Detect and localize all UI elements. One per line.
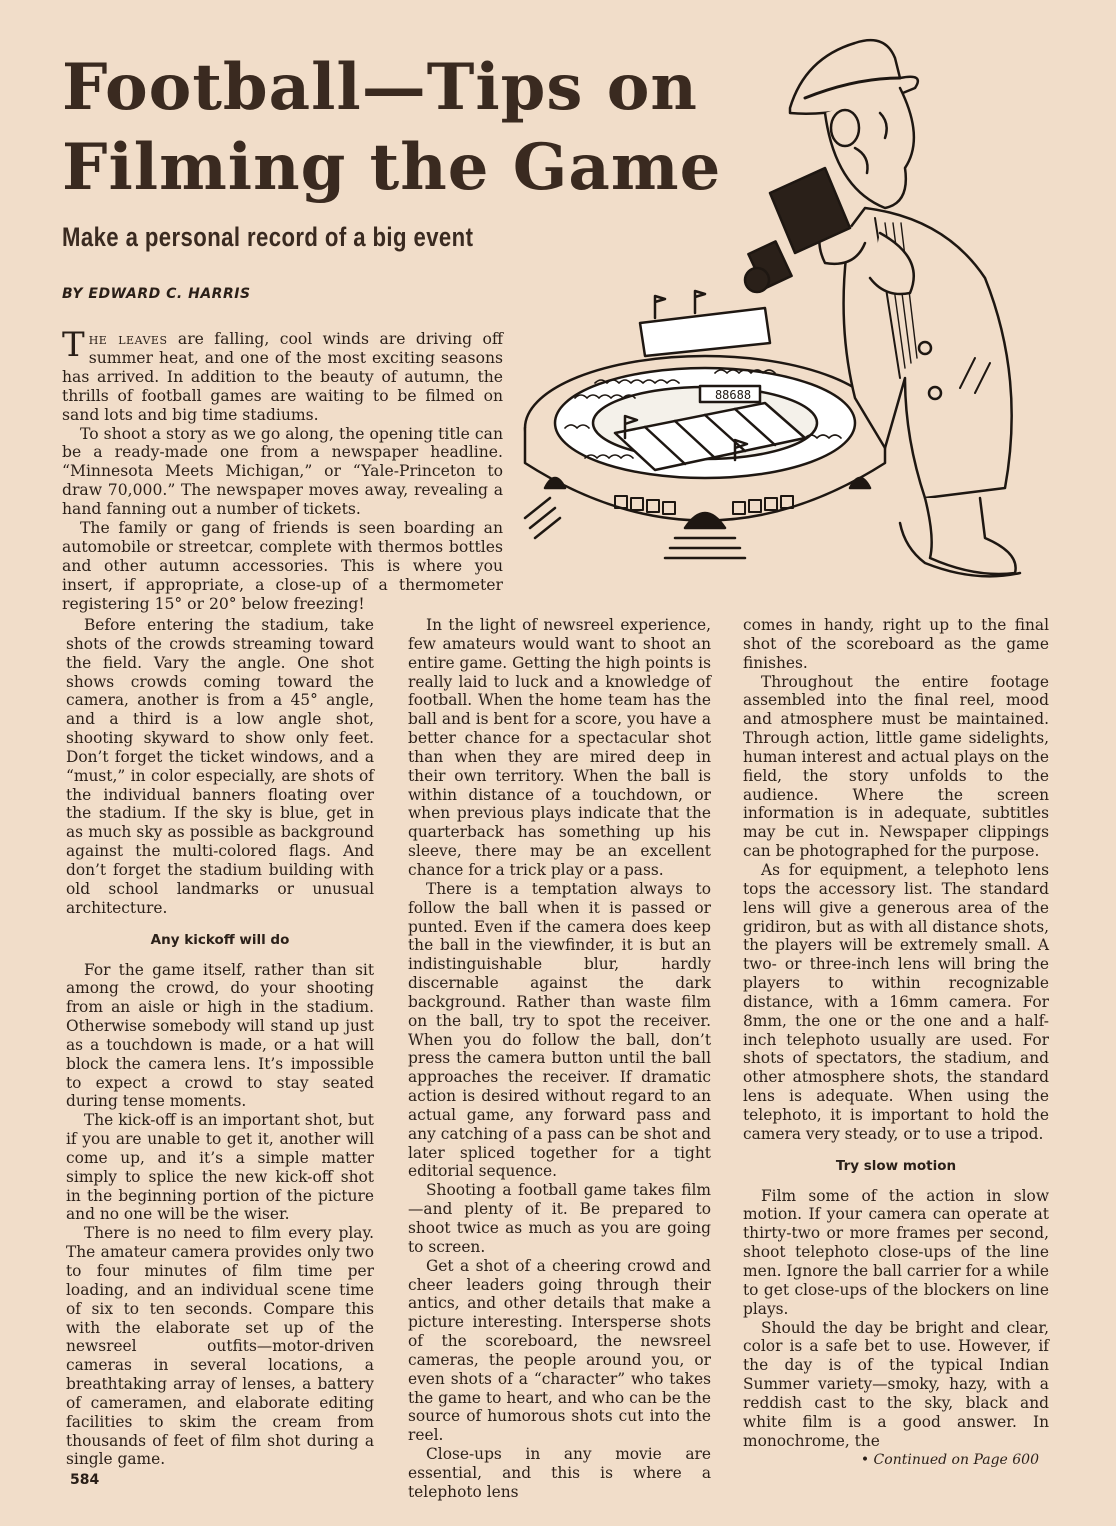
article-subtitle: Make a personal record of a big event [62,222,474,252]
col3-paragraph-2: Throughout the entire footage assembled into the final reel, mood and atmosphere must be maintained. Through action, little game sidelights, human interest and actual plays on the field, the story unfolds to the audience. Where the screen information is in adequate, subtitles may be cut in. Newspaper clippings can be photographed for the purpose. [743,672,1049,861]
scoreboard-text: 88688 [714,388,752,402]
col3-paragraph-3: As for equipment, a telephoto lens tops the accessory list. The standard lens will give a generous area of the gridiron, but as with all distance shots, the players will be extremely small. A two- or three-inch lens will bring the players to within recognizable distance, with a 16mm camera. For 8mm, the one or the one and a half-inch telephoto usually are used. For shots of spectators, the stadium, and other atmosphere shots, the standard lens is adequate. When using the telephoto, it is important to hold the camera very steady, or to use a tripod. [743,860,1049,1143]
col3-paragraph-1: comes in handy, right up to the final shot of the scoreboard as the game finishes. [743,616,1049,672]
byline: BY EDWARD C. HARRIS [62,286,251,302]
column-2 [408,616,711,1502]
col2-paragraph-2: There is a temptation always to follow the ball when it is passed or punted. Even if the camera does keep the ball in the viewfinder, it is but an indistinguishable blur, hardly discernable against the dark background. Rather than waste film on the ball, try to spot the receiver. When you do follow the ball, don’t press the camera button until the ball approaches the receiver. If dramatic action is desired without regard to an actual game, any forward pass and any catching of a pass can be shot and later spliced together for a tight editorial sequence. [408,879,711,1181]
col2-paragraph-3: Shooting a football game takes film—and plenty of it. Be prepared to shoot twice as much as you are going to screen. [408,1181,711,1256]
intro-paragraph-2: To shoot a story as we go along, the opening title can be a ready-made one from a newspaper headline. “Minnesota Meets Michigan,” or “Yale-Princeton to draw 70,000.” The newspaper moves away, revealing a hand fanning out a number of tickets. [62,424,503,519]
title-line-1: Football—Tips on [62,50,698,125]
subhead-kickoff: Any kickoff will do [150,931,290,948]
col1-paragraph-1: Before entering the stadium, take shots of the crowds streaming toward the field. Vary the angle. One shot shows crowds coming toward the camera, another is from a 45° angle, and a third is a low angle shot, shooting skyward to show only feet. Don’t forget the ticket windows, and a “must,” in color especially, are shots of the individual banners floating over the stadium. If the sky is blue, get in as much sky as possible as background against the multi-colored flags. And don’t forget the stadium building with old school landmarks or unusual architecture. [66,616,374,917]
drop-cap: T [62,325,85,365]
continued-note: • Continued on Page 600 [860,1452,1039,1469]
subhead-slow-motion: Try slow motion [835,1157,957,1174]
column-3 [743,616,1049,1468]
col2-paragraph-1: In the light of newsreel experience, few amateurs would want to shoot an entire game. Getting the high points is really laid to luck and a knowledge of football. When the home team has the ball and is bent for a score, you have a better chance for a spectacular shot than when they are mired deep in their own territory. When the ball is within distance of a touchdown, or when previous plays indicate that the quarterback has something up his sleeve, there may be an excellent chance for a trick play or a pass. [408,616,711,879]
lead-in-smallcaps: he leaves [88,330,168,348]
title-line-2: Filming the Game [62,130,722,205]
col2-paragraph-5: Close-ups in any movie are essential, and this is where a telephoto lens [408,1445,711,1501]
intro-section [62,325,503,614]
col3-paragraph-4: Film some of the action in slow motion. If your camera can operate at thirty-two or more frames per second, shoot telephoto close-ups of the line men. Ignore the ball carrier for a while to get close-ups of the blockers on line plays. [743,1186,1049,1318]
col3-paragraph-5: Should the day be bright and clear, color is a safe bet to use. However, if the day is of the typical Indian Summer variety—smoky, hazy, with a reddish cast to the sky, black and white film is a good answer. In monochrome, the [743,1318,1049,1450]
stadium-drawing [525,291,885,558]
column-1 [66,616,374,1469]
col1-paragraph-4: There is no need to film every play. The amateur camera provides only two to four minutes of film time per loading, and an individual scene time of six to ten seconds. Compare this with the elaborate set up of the newsreel outfits—motor-driven cameras in several locations, a breathtaking array of lenses, a battery of cameramen, and elaborate editing facilities to skim the cream from thousands of feet of film shot during a single game. [66,1224,374,1469]
col2-paragraph-4: Get a shot of a cheering crowd and cheer leaders going through their antics, and other details that make a picture interesting. Intersperse shots of the scoreboard, the newsreel cameras, the people around you, or even shots of a “character” who takes the game to heart, and who can be the source of humorous shots cut into the reel. [408,1256,711,1445]
col1-paragraph-3: The kick-off is an important shot, but if you are unable to get it, another will come up, and it’s a simple matter simply to splice the new kick-off shot in the beginning portion of the picture and no one will be the wiser. [66,1111,374,1224]
intro-paragraph-3: The family or gang of friends is seen boarding an automobile or streetcar, complete with thermos bottles and other autumn accessories. This is where you insert, if appropriate, a close-up of a thermometer registering 15° or 20° below freezing! [62,519,503,613]
cartoon-illustration [505,18,1045,598]
col1-paragraph-2: For the game itself, rather than sit among the crowd, do your shooting from an aisle or high in the stadium. Otherwise somebody will stand up just as a touchdown is made, or a hat will block the camera lens. It’s impossible to expect a crowd to stay seated during tense moments. [66,960,374,1111]
page-number: 584 [70,1472,100,1488]
intro-paragraph-1: The leaves are falling, cool winds are driving off summer heat, and one of the most exciting seasons has arrived. In addition to the beauty of autumn, the thrills of football games are waiting to be filmed on sand lots and big time stadiums. [62,325,503,424]
